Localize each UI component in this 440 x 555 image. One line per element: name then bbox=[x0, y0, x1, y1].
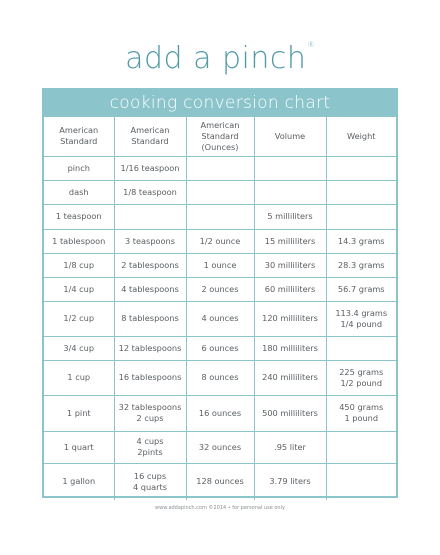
table-cell: 1 cup bbox=[44, 360, 114, 395]
table-cell: 1/4 cup bbox=[44, 277, 114, 301]
table-row bbox=[44, 277, 396, 301]
table-cell: 450 grams 1 pound bbox=[326, 395, 396, 431]
table-row bbox=[44, 301, 396, 336]
table-cell: 4 cups 2pints bbox=[114, 431, 186, 463]
table-cell: 60 milliliters bbox=[254, 277, 326, 301]
table-row bbox=[44, 360, 396, 395]
table-cell: 3 teaspoons bbox=[114, 229, 186, 253]
table-cell bbox=[254, 180, 326, 204]
table-cell bbox=[326, 431, 396, 463]
table-row bbox=[44, 336, 396, 360]
table-cell: 1/2 cup bbox=[44, 301, 114, 336]
table-cell: 500 milliliters bbox=[254, 395, 326, 431]
conversion-chart bbox=[42, 88, 398, 498]
table-cell: 1 gallon bbox=[44, 463, 114, 500]
table-cell: 1/2 ounce bbox=[186, 229, 254, 253]
table-cell bbox=[326, 156, 396, 180]
column-header: American Standard (Ounces) bbox=[186, 117, 254, 156]
table-row bbox=[44, 204, 396, 229]
table-cell: 1 ounce bbox=[186, 253, 254, 277]
table-cell: 56.7 grams bbox=[326, 277, 396, 301]
table-cell bbox=[326, 463, 396, 500]
table-cell: 12 tablespoons bbox=[114, 336, 186, 360]
table-cell: 1 tablespoon bbox=[44, 229, 114, 253]
table-cell bbox=[186, 156, 254, 180]
table-cell: 30 milliliters bbox=[254, 253, 326, 277]
table-row bbox=[44, 395, 396, 431]
table-cell: 1 quart bbox=[44, 431, 114, 463]
table-cell: 8 tablespoons bbox=[114, 301, 186, 336]
table-cell: pinch bbox=[44, 156, 114, 180]
table-cell: 120 milliliters bbox=[254, 301, 326, 336]
table-cell: 225 grams 1/2 pound bbox=[326, 360, 396, 395]
table-cell bbox=[326, 336, 396, 360]
table-cell bbox=[326, 180, 396, 204]
table-cell: 16 tablespoons bbox=[114, 360, 186, 395]
table-cell: 2 tablespoons bbox=[114, 253, 186, 277]
table-cell: 2 ounces bbox=[186, 277, 254, 301]
table-cell: 4 ounces bbox=[186, 301, 254, 336]
table-cell: 1 pint bbox=[44, 395, 114, 431]
table-cell: 113.4 grams 1/4 pound bbox=[326, 301, 396, 336]
table-cell: 240 milliliters bbox=[254, 360, 326, 395]
table-cell: 32 tablespoons 2 cups bbox=[114, 395, 186, 431]
brand-logo bbox=[0, 41, 440, 76]
column-header: American Standard bbox=[44, 117, 114, 156]
table-cell: 1/8 cup bbox=[44, 253, 114, 277]
table-cell: 1/16 teaspoon bbox=[114, 156, 186, 180]
table-row bbox=[44, 229, 396, 253]
footer-note: www.addapinch.com ©2014 • for personal use only bbox=[155, 505, 285, 511]
table-cell: 15 milliliters bbox=[254, 229, 326, 253]
table-row bbox=[44, 431, 396, 463]
table-cell bbox=[326, 204, 396, 229]
header-row bbox=[44, 117, 396, 156]
column-header: Volume bbox=[254, 117, 326, 156]
table-cell: 4 tablespoons bbox=[114, 277, 186, 301]
table-cell: 6 ounces bbox=[186, 336, 254, 360]
table-cell: 1/8 teaspoon bbox=[114, 180, 186, 204]
table-cell: 14.3 grams bbox=[326, 229, 396, 253]
table-cell: 5 milliliters bbox=[254, 204, 326, 229]
table-row bbox=[44, 253, 396, 277]
table-cell: dash bbox=[44, 180, 114, 204]
table-cell bbox=[114, 204, 186, 229]
table-cell bbox=[186, 204, 254, 229]
column-header: Weight bbox=[326, 117, 396, 156]
table-cell: 32 ounces bbox=[186, 431, 254, 463]
table-row bbox=[44, 180, 396, 204]
table-cell bbox=[186, 180, 254, 204]
chart-title: cooking conversion chart bbox=[44, 90, 396, 117]
table-cell: 1 teaspoon bbox=[44, 204, 114, 229]
table-cell: 8 ounces bbox=[186, 360, 254, 395]
column-header: American Standard bbox=[114, 117, 186, 156]
table-cell: 28.3 grams bbox=[326, 253, 396, 277]
table-cell: 16 cups 4 quarts bbox=[114, 463, 186, 500]
table-cell bbox=[254, 156, 326, 180]
conversion-table bbox=[44, 117, 396, 500]
registered-mark: ® bbox=[307, 41, 315, 49]
table-cell: 128 ounces bbox=[186, 463, 254, 500]
brand-name: add a pinch bbox=[125, 41, 307, 76]
table-row bbox=[44, 156, 396, 180]
table-cell: 3.79 liters bbox=[254, 463, 326, 500]
table-cell: .95 liter bbox=[254, 431, 326, 463]
table-cell: 180 milliliters bbox=[254, 336, 326, 360]
table-cell: 16 ounces bbox=[186, 395, 254, 431]
table-cell: 3/4 cup bbox=[44, 336, 114, 360]
table-row bbox=[44, 463, 396, 500]
